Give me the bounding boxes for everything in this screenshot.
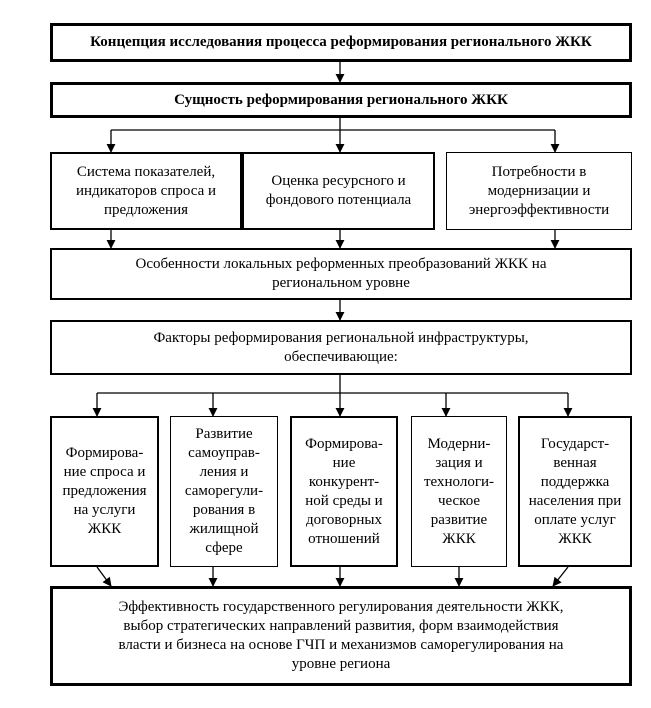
factors-box: [50, 320, 632, 375]
arrow-level2-5-to-result: [553, 567, 568, 586]
state-support-box: [518, 416, 632, 567]
modernization-box: [411, 416, 507, 567]
potential-box: [242, 152, 435, 230]
self-governance-text: Развитие самоуправ- ления и саморегули- рования в жилищной сфере: [184, 426, 264, 556]
modernization-needs-box: [446, 152, 632, 230]
competition-box: [290, 416, 398, 567]
features-text: Особенности локальных реформенных преобразований ЖКК на региональном уровне: [135, 256, 547, 291]
demand-supply-box: [50, 416, 159, 567]
state-support-text: Государст- венная поддержка населения при оплате услуг ЖКК: [528, 435, 622, 547]
competition-text: Формирова- ние конкурент- ной среды и договорных отношений: [305, 435, 383, 547]
essence-box: [50, 82, 632, 118]
indicators-box: [50, 152, 242, 230]
arrow-level2-1-to-result: [97, 567, 111, 586]
indicators-text: Система показателей, индикаторов спроса и предложения: [75, 163, 217, 218]
title-box: [50, 23, 632, 62]
title-text: Концепция исследования процесса реформирования регионального ЖКК: [90, 34, 592, 50]
demand-supply-text: Формирова- ние спроса и предложения на услуги ЖКК: [62, 445, 147, 537]
features-box: [50, 248, 632, 300]
self-governance-box: [170, 416, 278, 567]
result-box: [50, 586, 632, 686]
modernization-text: Модерни- зация и технологи- ческое развитие ЖКК: [423, 435, 494, 547]
essence-text: Сущность реформирования регионального ЖКК: [174, 91, 508, 108]
potential-text: Оценка ресурсного и фондового потенциала: [265, 173, 412, 208]
modernization-needs-text: Потребности в модернизации и энергоэффективности: [468, 163, 610, 218]
result-text: Эффективность государственного регулирования деятельности ЖКК, выбор стратегических направлений развития, форм взаимодействия власти и бизнеса на основе ГЧП и механизмов саморегулирования на уровне региона: [118, 599, 564, 672]
factors-text: Факторы реформирования региональной инфраструктуры, обеспечивающие:: [153, 329, 529, 365]
